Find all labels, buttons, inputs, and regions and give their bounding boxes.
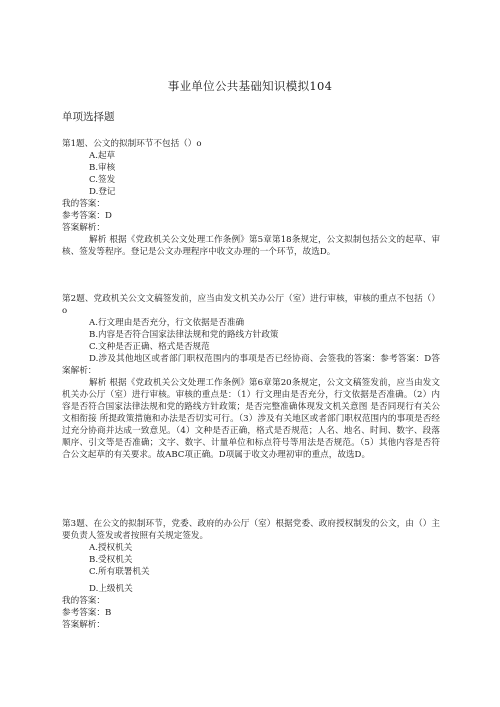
option-a: A.起草 bbox=[89, 151, 116, 161]
question-2 bbox=[62, 293, 440, 461]
my-answer-label: 我的答案： bbox=[62, 596, 105, 606]
option-a: A.行文理由是否充分，行文依据是否准确 bbox=[89, 318, 245, 328]
question-3 bbox=[62, 518, 440, 631]
question-1 bbox=[62, 138, 440, 258]
question-stem: 第1题、公文的拟制环节不包括（）o bbox=[62, 139, 202, 149]
reference-answer: 参考答案：D bbox=[62, 211, 112, 221]
question-stem: 第2题、党政机关公文文稿签发前，应当由发文机关办公厅（室）进行审核，审核的重点不包括（）o bbox=[62, 294, 440, 316]
option-d-with-answer: D.涉及其他地区或者部门职权范围内的事项是否已经协商、会签我的答案：参考答案：D答案解析： bbox=[62, 354, 440, 376]
option-b: B.内容是否符合国家法律法规和党的路线方针政策 bbox=[89, 330, 279, 340]
option-d: D.登记 bbox=[89, 187, 116, 197]
option-b: B.受权机关 bbox=[89, 555, 133, 565]
question-stem: 第3题、在公文的拟制环节，党委、政府的办公厅（室）根据党委、政府授权制发的公文，由（）主要负责人签发或者按照有关规定签发。 bbox=[62, 519, 440, 541]
option-c: C.所有联署机关 bbox=[89, 567, 150, 577]
option-c: C.文种是否正确、格式是否规范 bbox=[89, 342, 210, 352]
option-b: B.审核 bbox=[89, 163, 116, 173]
section-title: 单项选择题 bbox=[62, 111, 115, 123]
reference-answer: 参考答案：B bbox=[62, 608, 112, 618]
reference-answer-value: D bbox=[104, 211, 112, 221]
explanation-text: 解析 根据《党政机关公文处理工作条例》第6章第20条规定，公文文稿签发前，应当由发文机关办公厅（室）进行审核。审核的重点是：（1）行文理由是否充分，行文依据是否准确。（2）内容是否符合国家法律法规和党的路线方针政策；是否完整准确体现发文机关意图 是否同现行有关公文相衔接 所提政策措施和办法是否切实可行。（3）涉及有关地区或者部门职权范围内的事项是否经过充分协商并达成一致意见。（4）文种是否正确，格式是否规范；人名、地名、时间、数字、段落顺序、引文等是否准确；文字、数字、计量单位和标点符号等用法是否规范。（5）其他内容是否符合公文起草的有关要求。故ABC项正确。D项属于收文办理初审的重点，故选D。 bbox=[62, 378, 440, 460]
option-c: C.签发 bbox=[89, 175, 116, 185]
analysis-label: 答案解析： bbox=[62, 620, 105, 630]
reference-answer-value: B bbox=[104, 608, 112, 618]
option-a: A.授权机关 bbox=[89, 543, 133, 553]
document-title: 事业单位公共基础知识模拟104 bbox=[167, 79, 333, 93]
my-answer-label: 我的答案： bbox=[62, 199, 105, 209]
option-d: D.上级机关 bbox=[89, 584, 133, 594]
explanation-text: 解析 根据《党政机关公文处理工作条例》第5章第18条规定，公文拟制包括公文的起草、审核、签发等程序。登记是公文办理程序中收文办理的一个环节，故选D。 bbox=[62, 235, 440, 257]
analysis-label: 答案解析： bbox=[62, 223, 105, 233]
